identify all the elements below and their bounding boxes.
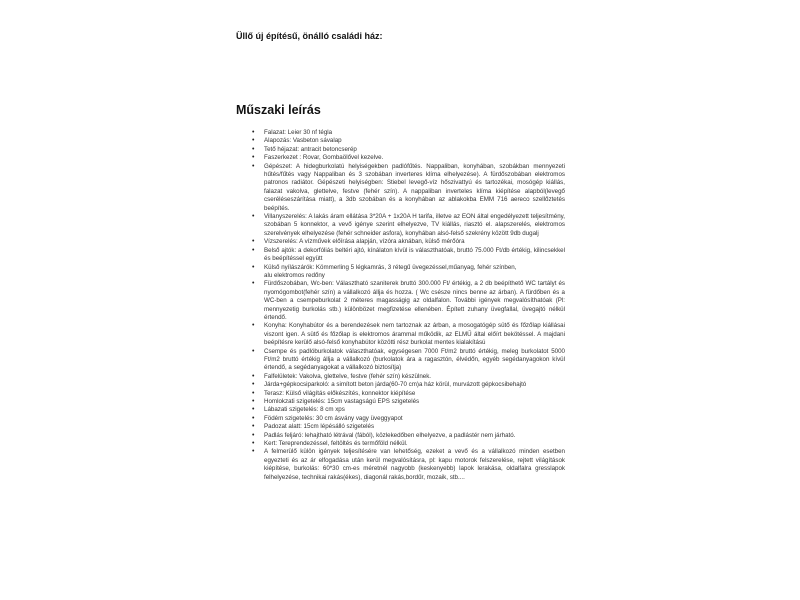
list-item: alu elektromos redőny [264, 271, 325, 279]
list-item: • Padlás feljáró: lehajtható létrával (fából), közlekedőben elhelyezve, a padlástér nem járható. [252, 432, 565, 440]
section-title: Műszaki leírás [236, 103, 321, 117]
list-item: • Falfelületek: Vakolva, glettelve, festve (fehér szín) készülnek. [252, 373, 565, 381]
list-item: • Fürdőszobában, Wc-ben: Választható szaniterek bruttó 300.000 Ft/ értékig, a 2 db beépíthető WC tartályt és nyomógombot(fehér szín) a vállalkozó állja és hozza. ( Wc csésze nincs benne az árban). A fürdőben és a WC-ben a csempeburkolat 2 méteres magasságig az oldalfalon. További igények megvalósíthatóak (Pl: mennyezetig burkolás stb.) különbözet megfizetése ellenében. Épített zuhany üvegfallal, üvegajtó nélkül értendő. [252, 280, 565, 322]
list-item: • Kert: Tereprendezéssel, feltöltés és termőföld nélkül. [252, 440, 565, 448]
list-item: • Csempe és padlóburkolatok választhatóak, egységesen 7000 Ft/m2 bruttó értékig, meleg burkolatot 5000 Ft/m2 bruttó értékig állja a vállalkozó (burkolatok ára a ragasztón, élvédőn, egyéb segédanyagokon kívül értendő, a segédanyagokat a vállalkozó biztosítja) [252, 348, 565, 373]
list-item: • Konyha: Konyhabútor és a berendezések nem tartoznak az árban, a mosogatógép sütő és főzőlap kiállásai viszont igen. A sütő és főzőlap is elektromos árammal működik, az ELMŰ által előírt bekötéssel. A majdani beépítésre kerülő alsó-felső konyhabútor közötti rész burkolat mentes kialakítású [252, 322, 565, 347]
list-item: • Homlokzati szigetelés: 15cm vastagságú EPS szigetelés [252, 398, 565, 406]
list-item: • Lábazati szigetelés: 8 cm xps [252, 406, 565, 414]
spec-list [252, 129, 565, 482]
list-item: • Alapozás: Vasbeton sávalap [252, 137, 565, 145]
list-item: • Villanyszerelés: A lakás áram ellátása 3*20A + 1x20A H tarifa, illetve az EON által engedélyezett teljesítmény, szobában 5 konnektor, a vevő igénye szerint elhelyezve, TV kiállás, riasztó el. alapszerelés, elektromos szerelvények elhelyezése (fehér schneider asfora), konyhában alsó-felső szekrény között 9db dugalj [252, 213, 565, 238]
list-item: • Padozat alatt: 15cm lépésálló szigetelés [252, 423, 565, 431]
list-item: • Vízszerelés: A vízművek előírása alapján, vízóra aknában, külső mérőóra [252, 238, 565, 246]
list-item: • Gépészet: A hidegburkolatú helyiségekben padlófűtés. Nappaliban, konyhában, szobákban mennyezeti hűtés/fűtés vagy Nappaliban és 3 szobában inverteres klíma elhelyezése). A fürdőszobában elektromos patronos radiátor. Gépészeti helyiségben: Stiebel levegő-víz hőszivattyú és tartozékai, mosógép kiállás, falazat vakolva, glettelve, festve (fehér szín). A nappaliban inverteles klíma kiépítése alapból(levegő cseréléseszárítása miatt), a 3db szobában és a konyhában az ablakokba EMM 716 aereco szellőztetés beépítés. [252, 163, 565, 213]
list-item: • Födém szigetelés: 30 cm ásvány vagy üveggyapot [252, 415, 565, 423]
list-item: • Járda+gépkocsiparkoló: a simított beton járda(60-70 cm)a ház körül, murvázott gépkocsibehajtó [252, 381, 565, 389]
list-item: • Falazat: Leier 30 nf tégla [252, 129, 565, 137]
list-item: • Belső ajtók: a dekorfóliás beltéri ajtó, kínálaton kívül is választhatóak, bruttó 75.000 Ft/db értékig, kilincsekkel és beépítéssel együtt [252, 247, 565, 264]
list-item: • Faszerkezet : Rovar, Gombaölővel kezelve. [252, 154, 565, 162]
list-item: • Tető héjazat: antracit betoncserép [252, 146, 565, 154]
list-item: • Külső nyílászárók: Kömmerling 5 légkamrás, 3 rétegű üvegezéssel,műanyag, fehér színben, [252, 264, 565, 272]
list-item: • A felmerülő külön igények teljesítésére van lehetőség, ezeket a vevő és a vállalkozó minden esetben egyezteti és az ár elfogadása után kerül megvalósításra, pl: kapu motorok felszerelése, rejtett világítások kiépítése, burkolás: 60*30 cm-es méretnél nagyobb (keskenyebb) lapok lerakása, oldalfalra gresslapok felhelyezése, technikai rakás(ékes), diagonál rakás,bordűr, mozaik, stb.... [252, 448, 565, 482]
list-item: • Terasz: Külső világítás előkészítés, konnektor kiépítése [252, 390, 565, 398]
document-heading: Üllő új építésű, önálló családi ház: [236, 31, 383, 41]
